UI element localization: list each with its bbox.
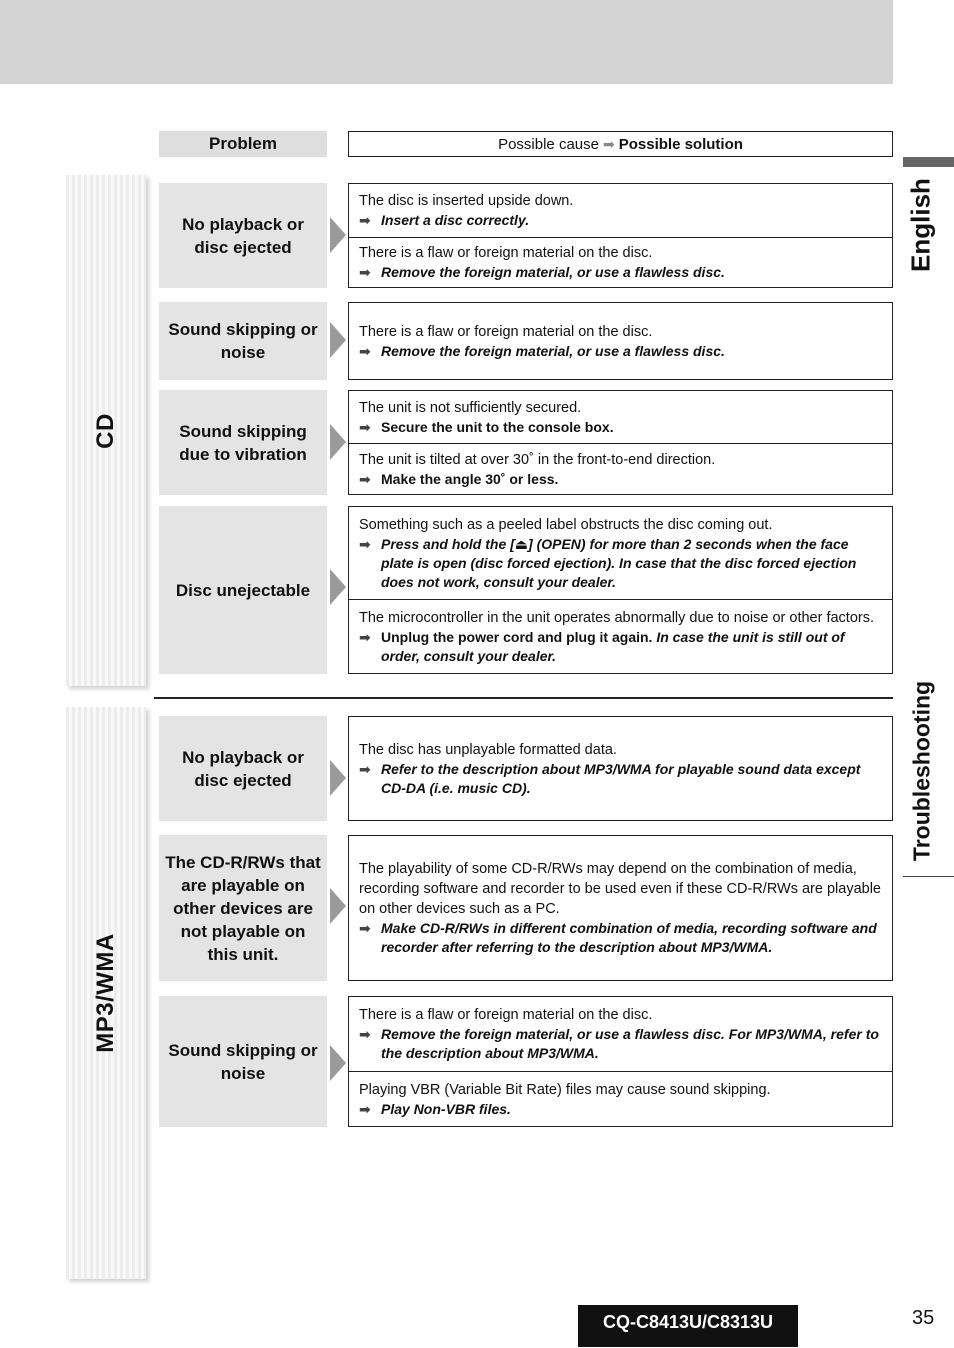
solution-text: Press and hold the [⏏] (OPEN) for more than 2 seconds when the face plate is open (disc forced ejection). In case that the disc forced ejection does not work, consult your dealer. bbox=[381, 535, 857, 590]
cause-item bbox=[349, 303, 892, 379]
solution-text: Play Non-VBR files. bbox=[381, 1100, 511, 1117]
cause-item bbox=[349, 717, 892, 820]
solution-text: Remove the foreign material, or use a flawless disc. For MP3/WMA, refer to the description about MP3/WMA. bbox=[381, 1026, 879, 1061]
pointer-arrow-icon bbox=[330, 424, 346, 460]
cause-header-label: Possible cause bbox=[498, 136, 599, 153]
cause-text: Playing VBR (Variable Bit Rate) files may cause sound skipping. bbox=[359, 1081, 771, 1098]
solution bbox=[359, 211, 882, 230]
cause-text: There is a flaw or foreign material on the disc. bbox=[359, 323, 653, 340]
cause-text: The playability of some CD-R/RWs may depend on the combination of media, recording software and recorder to be used even if these CD-R/RWs are playable on other devices such as a PC. bbox=[359, 861, 881, 917]
solution bbox=[359, 470, 882, 489]
solution-main: Unplug the power cord and plug it again. bbox=[381, 628, 653, 645]
problem-cell: Sound skipping or noise bbox=[159, 302, 327, 380]
problem-cell: Sound skipping or noise bbox=[159, 996, 327, 1127]
cause-column-header bbox=[348, 131, 893, 157]
pointer-arrow-icon bbox=[330, 322, 346, 358]
arrow-right-icon: ➡ bbox=[359, 342, 371, 359]
solution bbox=[359, 263, 882, 282]
mp3-section-tab bbox=[66, 707, 146, 1279]
arrow-right-icon: ➡ bbox=[359, 470, 371, 487]
solution-text: Refer to the description about MP3/WMA for playable sound data except CD-DA (i.e. music CD). bbox=[381, 760, 861, 796]
arrow-right-icon: ➡ bbox=[359, 920, 371, 936]
solution bbox=[359, 760, 882, 798]
arrow-right-icon: ➡ bbox=[359, 1026, 371, 1042]
solution-text bbox=[381, 628, 882, 666]
problem-column-header: Problem bbox=[159, 131, 327, 157]
solution-text: Insert a disc correctly. bbox=[381, 212, 530, 228]
pointer-arrow-icon bbox=[330, 888, 346, 924]
cause-box bbox=[348, 506, 893, 674]
cause-item bbox=[349, 507, 892, 599]
arrow-right-icon: ➡ bbox=[359, 418, 371, 435]
arrow-right-icon: ➡ bbox=[602, 136, 615, 152]
cause-item bbox=[349, 184, 892, 237]
solution bbox=[359, 418, 882, 437]
language-label: English bbox=[905, 178, 936, 272]
cause-text: The disc is inserted upside down. bbox=[359, 193, 574, 209]
cause-text: The unit is tilted at over 30˚ in the front-to-end direction. bbox=[359, 451, 716, 468]
arrow-right-icon: ➡ bbox=[359, 628, 371, 645]
pointer-arrow-icon bbox=[330, 217, 346, 253]
solution bbox=[359, 919, 882, 957]
solution-text: Remove the foreign material, or use a flawless disc. bbox=[381, 342, 725, 359]
pointer-arrow-icon bbox=[330, 1045, 346, 1081]
cause-box bbox=[348, 835, 893, 981]
solution bbox=[359, 535, 882, 592]
cause-box bbox=[348, 716, 893, 821]
cd-section-label: CD bbox=[92, 412, 119, 449]
cause-item bbox=[349, 237, 892, 287]
side-marker-bar bbox=[903, 157, 954, 167]
solution bbox=[359, 342, 882, 361]
cause-box bbox=[348, 996, 893, 1127]
solution bbox=[359, 1100, 882, 1119]
cause-item bbox=[349, 391, 892, 443]
cause-text: The disc has unplayable formatted data. bbox=[359, 741, 617, 758]
cause-text: There is a flaw or foreign material on the disc. bbox=[359, 1007, 653, 1023]
mp3-section-label: MP3/WMA bbox=[92, 933, 119, 1053]
model-number-badge: CQ-C8413U/C8313U bbox=[578, 1305, 798, 1347]
top-header-band bbox=[0, 0, 893, 84]
solution bbox=[359, 1025, 882, 1063]
cause-text: The unit is not sufficiently secured. bbox=[359, 399, 582, 416]
arrow-right-icon: ➡ bbox=[359, 264, 371, 280]
solution-text: Secure the unit to the console box. bbox=[381, 418, 614, 435]
cause-item bbox=[349, 1071, 892, 1126]
cause-text: Something such as a peeled label obstructs the disc coming out. bbox=[359, 516, 773, 533]
solution-header-label: Possible solution bbox=[618, 136, 743, 153]
pointer-arrow-icon bbox=[330, 760, 346, 796]
problem-cell: The CD-R/RWs that are playable on other devices are not playable on this unit. bbox=[159, 835, 327, 981]
side-rule bbox=[903, 876, 954, 877]
problem-cell: No playback or disc ejected bbox=[159, 183, 327, 288]
arrow-right-icon: ➡ bbox=[359, 760, 371, 777]
cause-text: There is a flaw or foreign material on the disc. bbox=[359, 245, 653, 261]
cd-section-tab bbox=[66, 175, 146, 686]
chapter-label: Troubleshooting bbox=[908, 680, 935, 862]
arrow-right-icon: ➡ bbox=[359, 1100, 371, 1117]
arrow-right-icon: ➡ bbox=[359, 535, 371, 552]
solution-extra: In case the unit is still out of order, consult your dealer. bbox=[381, 628, 845, 664]
cause-item bbox=[349, 836, 892, 980]
section-divider bbox=[154, 697, 893, 699]
problem-cell: No playback or disc ejected bbox=[159, 716, 327, 821]
solution-text: Remove the foreign material, or use a flawless disc. bbox=[381, 264, 725, 280]
cause-item bbox=[349, 599, 892, 673]
cause-text: The microcontroller in the unit operates abnormally due to noise or other factors. bbox=[359, 609, 875, 626]
cause-box bbox=[348, 183, 893, 288]
solution bbox=[359, 628, 882, 666]
cause-item bbox=[349, 443, 892, 494]
problem-cell: Sound skipping due to vibration bbox=[159, 390, 327, 495]
arrow-right-icon: ➡ bbox=[359, 212, 371, 228]
page-number: 35 bbox=[912, 1307, 935, 1329]
pointer-arrow-icon bbox=[330, 569, 346, 605]
solution-text: Make CD-R/RWs in different combination of media, recording software and recorder after referring to the description about MP3/WMA. bbox=[381, 920, 877, 955]
problem-cell: Disc unejectable bbox=[159, 506, 327, 674]
cause-box bbox=[348, 302, 893, 380]
cause-box bbox=[348, 390, 893, 495]
cause-item bbox=[349, 997, 892, 1071]
solution-text: Make the angle 30˚ or less. bbox=[381, 470, 559, 487]
